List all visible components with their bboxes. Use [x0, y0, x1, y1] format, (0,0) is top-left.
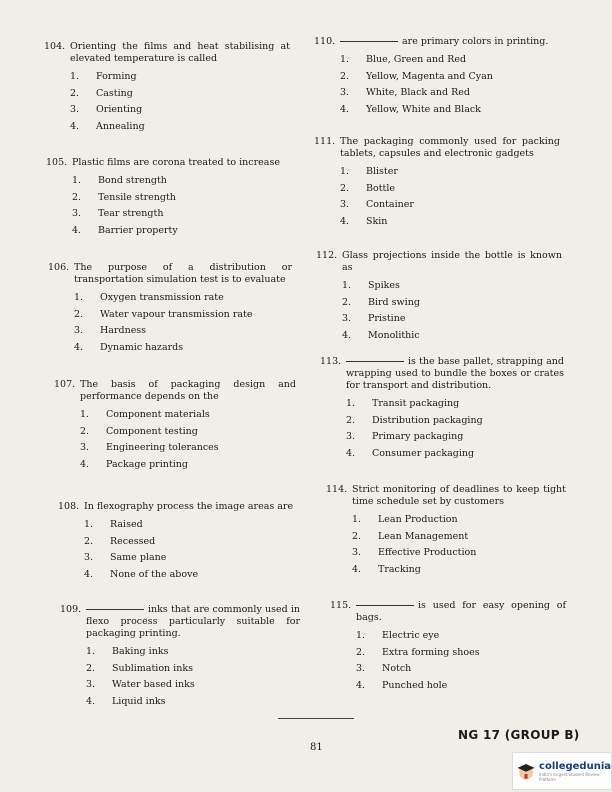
question-115	[330, 600, 566, 694]
question-stem: The basis of packaging design and performance depends on the	[80, 379, 296, 402]
option: 1. Transit packaging	[346, 398, 460, 409]
question-113	[320, 356, 564, 462]
option: 4. Yellow, White and Black	[340, 103, 481, 115]
question-number: 104.	[44, 41, 66, 52]
question-109	[60, 604, 300, 710]
option: 2. Lean Management	[352, 530, 469, 542]
option: 4. Package printing	[80, 458, 188, 470]
option: 4. Tracking	[352, 563, 421, 575]
option: 4. Consumer packaging	[346, 447, 475, 459]
option: 4. Skin	[340, 215, 388, 227]
option: 1. Electric eye	[356, 630, 440, 641]
question-stem: The packaging commonly used for packing tablets, capsules and electronic gadgets	[340, 136, 560, 159]
question-114	[326, 484, 566, 578]
question-number: 106.	[48, 262, 70, 273]
question-106	[48, 262, 292, 356]
option: 1. Oxygen transmission rate	[74, 292, 224, 303]
question-stem: inks that are commonly used in flexo process particularly suitable for packaging printing.	[86, 604, 300, 639]
option: 2. Water vapour transmission rate	[74, 308, 253, 320]
question-number: 107.	[54, 379, 76, 390]
option: 1. Component materials	[80, 409, 210, 420]
option: 2. Casting	[70, 87, 133, 99]
question-112	[316, 250, 562, 344]
question-105	[46, 157, 292, 239]
option: 2. Bottle	[340, 182, 395, 194]
question-number: 110.	[314, 36, 336, 47]
page-number: 81	[310, 742, 323, 753]
question-stem: The purpose of a distribution or transportation simulation test is to evaluate	[74, 262, 292, 285]
watermark-tagline: India's largest Student Review Platform	[539, 771, 600, 782]
answer-blank	[340, 41, 398, 42]
paper-code: NG 17 (GROUP B)	[458, 728, 580, 742]
option: 3. Tear strength	[72, 208, 164, 219]
watermark-brand: collegedunia	[539, 760, 611, 772]
question-104	[44, 41, 290, 135]
option: 1. Blister	[340, 166, 398, 177]
answer-blank	[346, 361, 404, 362]
question-number: 115.	[330, 600, 352, 611]
option: 2. Sublimation inks	[86, 662, 193, 674]
option: 1. Blue, Green and Red	[340, 54, 467, 65]
question-stem: Strict monitoring of deadlines to keep tight time schedule set by customers	[352, 484, 566, 507]
option: 3. White, Black and Red	[340, 87, 470, 98]
option: 4. Punched hole	[356, 679, 448, 691]
question-stem: is used for easy opening of bags.	[356, 600, 566, 623]
question-stem: Orienting the films and heat stabilising at elevated temperature is called	[70, 41, 290, 64]
option: 3. Container	[340, 199, 414, 210]
option: 4. None of the above	[84, 568, 199, 580]
option: 4. Barrier property	[72, 224, 178, 236]
question-number: 109.	[60, 604, 82, 615]
answer-blank	[356, 605, 414, 606]
option: 1. Bond strength	[72, 175, 167, 186]
option: 1. Forming	[70, 71, 137, 82]
option: 4. Dynamic hazards	[74, 341, 184, 353]
option: 1. Baking inks	[86, 646, 169, 657]
option: 2. Yellow, Magenta and Cyan	[340, 70, 493, 82]
question-stem: In flexography process the image areas are	[84, 501, 294, 512]
question-number: 108.	[58, 501, 80, 512]
option: 3. Orienting	[70, 104, 143, 115]
option: 3. Effective Production	[352, 547, 477, 558]
option: 2. Component testing	[80, 425, 198, 437]
answer-blank	[86, 609, 144, 610]
option: 1. Raised	[84, 519, 143, 530]
option: 3. Pristine	[342, 313, 406, 324]
option: 4. Liquid inks	[86, 695, 166, 707]
question-107	[54, 379, 296, 473]
option: 2. Bird swing	[342, 296, 420, 308]
question-number: 105.	[46, 157, 68, 168]
option: 4. Annealing	[70, 120, 145, 132]
option: 3. Primary packaging	[346, 431, 464, 442]
option: 2. Recessed	[84, 535, 156, 547]
question-number: 114.	[326, 484, 348, 495]
question-111	[314, 136, 560, 230]
question-110	[314, 36, 558, 118]
watermark-logo[interactable]	[512, 752, 612, 790]
option: 3. Water based inks	[86, 679, 195, 690]
question-108	[58, 501, 298, 583]
question-stem: Glass projections inside the bottle is known as	[342, 250, 562, 273]
option: 3. Engineering tolerances	[80, 442, 219, 453]
option: 2. Tensile strength	[72, 191, 176, 203]
footer-divider	[278, 718, 354, 719]
option: 2. Extra forming shoes	[356, 646, 480, 658]
question-number: 112.	[316, 250, 338, 261]
question-number: 111.	[314, 136, 336, 147]
option: 4. Monolithic	[342, 329, 420, 341]
option: 1. Lean Production	[352, 514, 458, 525]
question-stem: is the base pallet, strapping and wrapping used to bundle the boxes or crates for transport and distribution.	[346, 356, 564, 391]
option: 3. Same plane	[84, 552, 167, 563]
graduate-cap-icon	[516, 758, 536, 784]
option: 3. Hardness	[74, 325, 147, 336]
question-stem: Plastic films are corona treated to increase	[72, 157, 280, 168]
question-stem: are primary colors in printing.	[402, 36, 549, 47]
question-number: 113.	[320, 356, 342, 367]
option: 2. Distribution packaging	[346, 414, 483, 426]
option: 1. Spikes	[342, 280, 400, 291]
option: 3. Notch	[356, 663, 412, 674]
